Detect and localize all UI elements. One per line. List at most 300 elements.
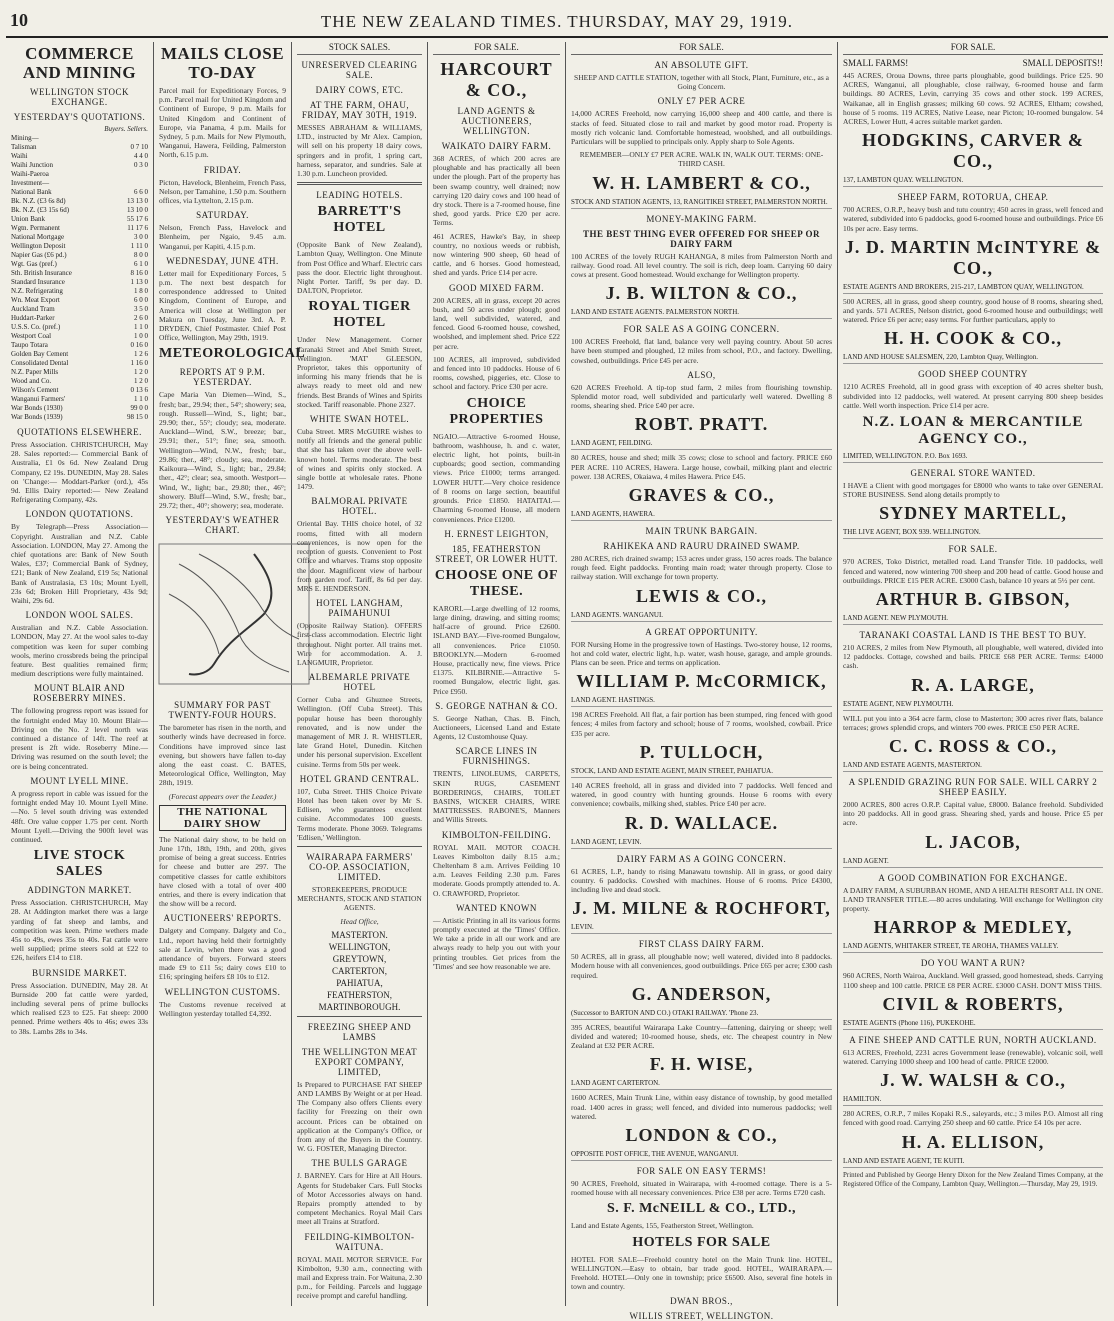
kimbolton-heading: KIMBOLTON-FEILDING. [441,829,552,840]
quotation-row [11,143,148,152]
quotation-row [11,260,148,269]
ross-text: WILL put you into a 364 acre farm, close to Masterton; 300 acres river flats, balance terraces; grows splendid crops, and winters 700 ewes. PRICE £50 PER ACRE. [843,713,1103,732]
wallace-text: 140 ACRES freehold, all in grass and divided into 7 paddocks. Well fenced and watered, in good country with hunting grounds. House 6 rooms with every convenience; cowbails, milking shed, stables. Price £40 per acre. [571,780,832,809]
newspaper-title: THE NEW ZEALAND TIMES. THURSDAY, MAY 29, 1919. [320,12,794,31]
stock-name: Wilson's Cement [11,386,59,394]
quotation-row [11,269,148,278]
small-deposits: SMALL DEPOSITS!! [1022,58,1103,68]
stock-price: 8 0 0 [134,251,148,259]
isobar-1 [179,564,289,672]
cook-sub: LAND AND HOUSE SALESMEN, 220, Lambton Quay, Wellington. [843,353,1103,364]
quotation-row [11,314,148,323]
stock-name: Standard Insurance [11,278,65,286]
remember-text: REMEMBER—ONLY £7 PER ACRE. WALK IN, WALK OUT. TERMS: ONE-THIRD CASH. [579,150,824,169]
stock-name: Auckland Tram [11,305,55,313]
saturday-heading: SATURDAY. [196,210,249,221]
harrop-sub: LAND AGENTS, WHITAKER STREET, TE AROHA, THAMES VALLEY. [843,942,1103,953]
going-concern-text: 100 ACRES Freehold, flat land, balance very well paying country. About 50 acres have been stumped and ploughed, 12 miles from school, P.O., and factory. Dwelling, cowshed, outbuildings. Price £45 per acre. [571,337,832,365]
quotations-table [11,125,148,422]
want-run-heading: DO YOU WANT A RUN? [920,958,1026,969]
stock-price: 3 5 0 [134,305,148,313]
quotation-row [11,233,148,242]
addington-text: Press Association. CHRISTCHURCH, May 28. At Addington market there was a large yarding of fat sheep and lambs, and competition was keen. Prime wethers made 45s to 49s, ewes 35s to 40s. Fat cattle were well supplied; prime steers sold at £22 to £26, heifers £14 to £18. [11,898,148,963]
stock-name: Westport Coal [11,332,52,340]
wednesday-text: Letter mail for Expeditionary Forces, 5 p.m. The next best despatch for correspondence addressed to United Kingdom, Continent of Europe, and America will close at Wellington per Makura on Tuesday, June 3rd. A. P. DRYDEN, Chief Postmaster. Chief Post Office, Wellington, May 29th, 1919. [159,268,286,343]
stock-name: Napier Gas (£6 pd.) [11,251,67,259]
wise-sub: LAND AGENT CARTERTON. [571,1079,832,1090]
bulls-garage-text: J. BARNEY. Cars for Hire at All Hours. Agents for Studebaker Cars. Full Stocks of Motor Accessories always on hand. Repairs promptly attended to by competent Mechanics. Royal Mail Cars meet all Trains at Stratford. [297,1171,422,1227]
walsh-name: J. W. WALSH & CO., [880,1070,1066,1091]
graves-text: 80 ACRES, house and shed; milk 35 cows; close to school and factory. PRICE £60 PER ACRE. 110 ACRES, Hawera. Large house, cowbail, milking plant and electric power. 138 ACRES, Okaiawa, 4 miles Hawera. Price £45. [571,453,832,481]
absolute-gift-text: 14,000 ACRES Freehold, now carrying 16,000 sheep and 400 cattle, and there is stacks of feed. Situated close to rail and market by good motor road. Property is mostly rich volcanic land. Comfortable homestead, woolshed, and all outbuildings. Particulars will be supplied to principals only. Apply sharp to Sole Agents. [571,109,832,147]
balmoral-text: Oriental Bay. THIS choice hotel, of 32 rooms, fitted with all modern conveniences, is now open for the reception of guests. Convenient to Post Office and wharves. Trams stop opposite the door. Magnificent view of harbour from garden roof. Tariff, 8s 6d per day. MRS E. HENDERSON. [297,519,422,593]
burnside-text: Press Association. DUNEDIN, May 28. At Burnside 200 fat cattle were yarded, including several pens of prime bullocks which realised £23 to £25. Fat sheep: 2000 penned. Prime wethers 40s to 46s; ewes 33s to 38s. Lambs 28s to 34s. [11,980,148,1036]
quotations-heading: YESTERDAY'S QUOTATIONS. [13,112,146,122]
quotation-row [11,152,148,161]
town-item: MARTINBOROUGH. [318,1001,401,1012]
stock-price: 99 0 0 [130,404,148,412]
only-per-acre: ONLY £7 PER ACRE [657,96,746,107]
lewis-sub: LAND AGENTS. WANGANUI. [571,611,832,622]
reports-heading: REPORTS AT 9 P.M. YESTERDAY. [179,367,266,388]
nz-loan-sub: LIMITED, WELLINGTON. P.O. Box 1693. [843,452,1103,463]
martell-name: SYDNEY MARTELL, [879,503,1067,524]
graves-sub: LAND AGENTS, HAWERA. [571,510,832,521]
dairy-cows-heading: DAIRY COWS, ETC. [315,85,404,95]
quotation-row [11,161,148,170]
customs-heading: WELLINGTON CUSTOMS. [164,986,281,997]
stock-price: 98 15 0 [127,413,148,421]
hodgkins-name: HODGKINS, CARVER & CO., [862,130,1084,172]
wise-name: F. H. WISE, [649,1054,754,1075]
combination-heading: A GOOD COMBINATION FOR EXCHANGE. [878,872,1068,883]
for-sale-header: FOR SALE. [433,42,560,55]
head-office: Head Office, [340,916,379,926]
stock-price: 1 8 0 [134,287,148,295]
wallace-name: R. D. WALLACE. [624,812,779,833]
quotation-row [11,305,148,314]
for-sale-heading-3: FOR SALE. [948,544,998,555]
stock-price: 1 2 0 [134,377,148,385]
mount-blair-heading: MOUNT BLAIR AND ROSEBERRY MINES. [33,683,126,704]
stock-name: Wood and Co. [11,377,52,385]
column-farms [838,42,1108,1306]
stock-price: 1 1 0 [134,323,148,331]
quotation-row [11,341,148,350]
quotation-row [11,332,148,341]
anderson-name: G. ANDERSON, [631,983,772,1004]
stock-name: Huddart-Parker [11,314,55,322]
quotation-row [11,179,148,188]
for-sale-header-3: FOR SALE. [843,42,1103,55]
nathan-text: S. George Nathan, Chas. B. Finch, Auctioneers, Licensed Land and Estate Agents, 12 Customhouse Quay. [433,713,560,742]
stock-name: National Bank [11,188,52,196]
dairy-going-heading: DAIRY FARM AS A GOING CONCERN. [616,853,787,864]
stock-price: 1 1 0 [134,395,148,403]
barretts-text: (Opposite Bank of New Zealand), Lambton Quay, Wellington. One Minute from Post Office and Wharf. Electric cars pass the door. Electric light throughout. Night Porter. Tariff, 9s per day. D. DALTON, Proprietor. [297,240,422,296]
quotation-row [11,386,148,395]
quotation-row [11,206,148,215]
stock-name: Investment— [11,179,50,187]
stock-exchange-heading: WELLINGTON STOCK EXCHANGE. [30,87,129,107]
wairarapa-farmers-text: STOREKEEPERS, PRODUCE MERCHANTS, STOCK AND STATION AGENTS. [297,884,422,913]
martell-sub: THE LIVE AGENT, BOX 939. WELLINGTON. [843,528,1103,539]
london-quotations-text: By Telegraph—Press Association—Copyright. Australian and N.Z. Cable Association. LONDON, May 27. Among the chief quotations are: Bank of New South Wales, £37; Commercial Bank of Sydney, £21; Bank of New Zealand, £19 5s; National Bank of Australasia, £3 10s; Mount Lyell, 23s 6d; Broken Hill Proprietary, 43s 9d; Waihi, 29s 6d. [11,522,148,606]
stock-name: War Bonds (1939) [11,413,63,421]
town-item: GREYTOWN, [332,953,387,964]
dairy-show-heading: THE NATIONAL DAIRY SHOW [159,805,286,831]
want-run-text: 960 ACRES, North Wairoa, Auckland. Well grassed, good homestead, sheds. Carrying 1100 sheep and 100 cattle. PRICE £8 PER ACRE. £3000 CASH. DON'T MISS THIS. [843,971,1103,990]
addington-heading: ADDINGTON MARKET. [27,885,132,896]
stock-name: War Bonds (1930) [11,404,63,412]
quotation-row [11,134,148,143]
small-farms-banner [843,58,1103,68]
mount-lyell-heading: MOUNT LYELL MINE. [30,775,129,786]
quotation-row [11,359,148,368]
white-swan-text: Cuba Street. MRS McGUIRE wishes to notify all friends and the general public that she has taken over the above well-known hotel. Terms moderate. The best of wines and spirits only stocked. A single bottle at wholesale rates. Phone 1479. [297,427,422,492]
quotations-elsewhere-heading: QUOTATIONS ELSEWHERE. [17,427,142,437]
mcintyre-name: J. D. MARTIN McINTYRE & CO., [844,236,1102,278]
wanted-known-heading: WANTED KNOWN [456,902,537,913]
stock-name: Sth. British Insurance [11,269,72,277]
white-swan-heading: WHITE SWAN HOTEL. [309,414,410,425]
choose-one-text: KARORI.—Large dwelling of 12 rooms, large dining, drawing, and sitting rooms; half-acre of ground. Price £2600. ISLAND BAY.—Five-roomed Bungalow, all conveniences. Price £1050. BROOKLYN.—Modern 6-roomed House, practically new, fine views. Price £1375. KILBIRNIE.—Attractive 5-roomed Bungalow, electric light, gas. Price £950. [433,603,560,696]
main-trunk-text: 280 ACRES, rich drained swamp; 153 acres under grass, 150 acres roads. The balance rough feed. Eight paddocks. Fronting main road; water through property. Close to railway station. Will exchange for town property. [571,554,832,582]
stock-price: 1 2 6 [134,350,148,358]
stock-name: Union Bank [11,215,46,223]
clearing-sale-text: MESSES ABRAHAM & WILLIAMS, LTD., instructed by Mr Alex. Campion, will sell on his property 18 dairy cows, springers and in profit, 1 spring cart, harness, separator, and sundries. Sale at 1.30 p.m. Luncheon provided. [297,123,422,179]
absolute-gift-sub: SHEEP AND CATTLE STATION, together with all Stock, Plant, Furniture, etc., as a Going Concern. [574,73,829,92]
lewis-name: LEWIS & CO., [635,585,768,606]
wednesday-heading: WEDNESDAY, JUNE 4TH. [166,255,279,266]
wise-text: 395 ACRES, beautiful Wairarapa Lake Country—fattening, dairying or sheep; well divided and watered; 10-roomed house, sheds, etc. The cheapest country in New Zealand at £32 PER ACRE. [571,1022,832,1051]
stock-price: 0 13 6 [130,386,148,394]
stock-name: Talisman [11,143,37,151]
mccormick-name: WILLIAM P. McCORMICK, [576,671,827,692]
mount-blair-text: The following progress report was issued for the fortnight ended May 10. Mount Blair—Driving on the No. 2 level north was continued a distance of 14ft. The reef at present is 2ft wide. Roseberry Mine.—Driving was resumed on the south level; the ore is being concentrated. [11,706,148,771]
quotation-row [11,278,148,287]
harcourt-name: HARCOURT & CO., [440,59,553,100]
leighton-name: H. ERNEST LEIGHTON, [444,528,549,539]
feilding-kimbolton-heading: FEILDING-KIMBOLTON-WAITUNA. [304,1231,415,1252]
taranaki-text: 210 ACRES, 2 miles from New Plymouth, all ploughable, well watered, divided into 12 paddocks. Cottage, cowshed and bails. PRICE £68 PER ACRE. Terms: £4000 cash. [843,643,1103,671]
also-text: 620 ACRES Freehold. A tip-top stud farm, 2 miles from flourishing township. Splendid motor road, well subdivided and particularly well watered. Dwelling 8 rooms, shearing shed. Price £40 per acre. [571,382,832,411]
friday-heading: FRIDAY. [203,164,242,175]
grazing-run-heading: A SPLENDID GRAZING RUN FOR SALE. WILL CARRY 2 SHEEP EASILY. [848,777,1098,798]
stock-name: National Mortgage [11,233,65,241]
grazing-run-text: 2000 ACRES, 800 acres O.R.P. Capital value, £8000. Balance freehold. Subdivided into 20 paddocks. All in good grass. Shearing shed, yards and house. Price £5 per acre. [843,800,1103,828]
mcneill-name: S. F. McNEILL & CO., LTD., [607,1201,796,1217]
main-trunk-heading: MAIN TRUNK BARGAIN. [645,526,758,537]
leading-hotels-heading: LEADING HOTELS. [316,190,403,201]
quotation-row [11,251,148,260]
stock-price: 3 0 0 [134,233,148,241]
dwan-sub: WILLIS STREET, WELLINGTON. [629,1311,774,1321]
ross-sub: LAND AND ESTATE AGENTS, MASTERTON. [843,761,1103,772]
stock-name: Wellington Deposit [11,242,66,250]
stock-name: N.Z. Refrigerating [11,287,63,295]
hotels-heading: HOTELS FOR SALE [632,1234,771,1250]
waikato-text: 368 ACRES, of which 200 acres are ploughable and has practically all been under the plough. Part of the property has been swamp country, well drained; now carrying 120 dairy cows and 100 head of dry stock. There is a 7-roomed house, fine shed, good yards. Price £20 per acre. Terms. [433,154,560,228]
stock-price: 13 13 0 [127,197,148,205]
best-thing-heading: THE BEST THING EVER OFFERED FOR SHEEP OR DAIRY FARM [583,228,820,249]
first-class-text: 50 ACRES, all in grass, all ploughable now; well watered, divided into 8 paddocks. Modern house with all conveniences, good outbuildings. Price £65 per acre; £300 cash required. [571,952,832,980]
dairy-show-text: The National dairy show, to be held on June 17th, 18th, 19th, and 20th, gives promise of being a great success. Entries for cheese and butter are 297. The competitive classes for cattle exhibitors have closed with a total of over 400 entries, and there is every indication that the show will be a record. [159,834,286,909]
column-harcourt [428,42,566,1306]
stock-price: 0 3 0 [134,161,148,169]
north-auckland-heading: A FINE SHEEP AND CATTLE RUN, NORTH AUCKLAND. [849,1034,1097,1045]
quotation-rows [11,134,148,422]
cook-text: 500 ACRES, all in grass, good sheep country, good house of 8 rooms, shearing shed, and yards. 571 ACRES, Nelson district, good 6-roomed house and outbuildings; well watered. Price £6 per acre; easy terms. For further particulars, apply to [843,296,1103,325]
kimbolton-text: ROYAL MAIL MOTOR COACH. Leaves Kimbolton daily 8.15 a.m.; Cheltenham 8 a.m. Arrives Feilding 10 a.m. Leaves Feilding 2.30 p.m. Fares moderate. Goods promptly attended to. A. O. CRAWFORD, Proprietor. [433,842,560,898]
columns [6,42,1108,1321]
town-item: CARTERTON, [331,965,387,976]
gibson-text: 970 ACRES, Toko District, metalled road. Land Transfer Title. 10 paddocks, well fenced and watered, now wintering 700 sheep and 200 head of cattle. Good house and outbuildings. PRICE £15 PER ACRE. £3000 Cash, balance 10 years at 5½ per cent. [843,557,1103,585]
auctioneers-heading: AUCTIONEERS' REPORTS. [163,913,282,924]
stock-price: 6 1 0 [134,260,148,268]
summary-heading: SUMMARY FOR PAST TWENTY-FOUR HOURS. [168,700,277,721]
cook-name: H. H. COOK & CO., [884,328,1062,349]
also-heading: ALSO, [687,369,716,380]
stock-price: 1 2 0 [134,368,148,376]
quotation-row [11,242,148,251]
choose-one-heading: CHOOSE ONE OF THESE. [434,567,559,599]
taranaki-heading: TARANAKI COASTAL LAND IS THE BEST TO BUY. [859,630,1087,641]
ellison-name: H. A. ELLISON, [901,1131,1045,1152]
gibson-sub: LAND AGENT. NEW PLYMOUTH. [843,614,1103,625]
langham-heading: HOTEL LANGHAM, PAIMAHUNUI [316,598,403,619]
town-item: WELLINGTON, [328,941,391,952]
ellison-text: 280 ACRES, O.R.P., 7 miles Kopaki R.S., saleyards, etc.; 3 miles P.O. Almost all ring fenced with good road. Carrying 250 sheep and 60 cattle. Price £4 10s per acre. [843,1109,1103,1128]
barretts-hotel: BARRETT'S HOTEL [317,204,402,236]
nz-loan-name: N.Z. LOAN & MERCANTILE AGENCY CO., [862,414,1084,448]
pratt-sub: LAND AGENT, FEILDING. [571,439,832,450]
ross-name: C. C. ROSS & CO., [888,736,1057,757]
stock-name: U.S.S. Co. (pref.) [11,323,61,331]
stock-price: 0 7 10 [130,143,148,151]
mccormick-sub: LAND AGENT. HASTINGS. [571,696,832,707]
mcneill-sub: Land and Estate Agents, 155, Featherston Street, Wellington. [571,1221,754,1231]
quotation-row [11,368,148,377]
quotation-row [11,224,148,233]
bulls-garage-heading: THE BULLS GARAGE [311,1158,408,1169]
harrop-name: HARROP & MEDLEY, [873,917,1073,938]
freezing-heading: FREEZING SHEEP AND LAMBS [307,1021,412,1042]
money-making-text: 100 ACRES of the lovely RUGH KAHANGA, 8 miles from Palmerston North and railway. Good road. All level country. The soil is rich, deep loam. Carrying 60 dairy cows at present. Good homestead. Would exchange for Wellington property. [571,251,832,280]
stock-price: 8 16 0 [130,269,148,277]
live-stock-heading: LIVE STOCK SALES [33,848,126,880]
mixed-farm-text-2: 100 ACRES, all improved, subdivided and fenced into 10 paddocks. House of 6 rooms, cowshed, piggeries, etc. Close to school and factory. Price £30 per acre. [433,354,560,392]
column-stock-hotels [292,42,428,1306]
lambert-name: W. H. LAMBERT & CO., [592,172,811,193]
milne-sub: LEVIN. [571,923,832,934]
pratt-name: ROBT. PRATT. [634,414,769,435]
first-class-heading: FIRST CLASS DAIRY FARM. [638,939,765,950]
quotation-row [11,323,148,332]
small-farms: SMALL FARMS! [843,58,909,68]
wilton-name: J. B. WILTON & CO., [605,283,798,304]
meat-export-heading: THE WELLINGTON MEAT EXPORT COMPANY, LIMITED, [301,1046,418,1077]
stock-name: Consolidated Dental [11,359,69,367]
town-list [297,930,422,1012]
summary-text: The barometer has risen in the north, and southerly winds have decreased in force. Conditions have improved since last evening, but showers have fallen to-day along the east coast. C. BATES, Meteorological Office, Wellington, May 28th, 1919. [159,723,286,788]
friday-text: Picton, Havelock, Blenheim, French Pass, Nelson, per Tamahine, 1.50 p.m. Southern offices, via Lyttelton, 2.15 p.m. [159,177,286,206]
column-commerce [6,42,154,1306]
good-sheep-heading: GOOD SHEEP COUNTRY [918,369,1028,380]
mails-text: Parcel mail for Expeditionary Forces, 9 p.m. Parcel mail for United Kingdom and Continent of Europe, 9 p.m. Mails for United Kingdom and Continent of Europe, via Panama, 4 p.m. Mails for Sydney, 5 p.m. Mails for New Plymouth, Wanganui, Hawera, Feilding, Palmerston North, 6.15 p.m. [159,86,286,160]
absolute-gift: AN ABSOLUTE GIFT. [654,60,749,70]
main-trunk-sub: RAHIKEKA AND RAURU DRAINED SWAMP. [603,541,800,552]
gibson-name: ARTHUR B. GIBSON, [875,589,1071,610]
grand-central-text: 107, Cuba Street. THIS Choice Private Hotel has been taken over by Mr S. Edlisen, who guarantees excellent cuisine. Accommodates 100 guests. Terms moderate. Phone 3069. Telegrams 'Edlisen,' Wellington. [297,786,422,842]
jacob-name: L. JACOB, [925,831,1021,852]
london-text: 1600 ACRES, Main Trunk Line, within easy distance of township, by good metalled road. 1400 acres in grass; well fenced, and divided into numerous paddocks; well watered. [571,1093,832,1121]
graves-name: GRAVES & CO., [628,485,775,506]
quotation-row [11,404,148,413]
money-making-heading: MONEY-MAKING FARM. [646,213,757,224]
burnside-heading: BURNSIDE MARKET. [32,967,127,978]
choice-properties-heading: CHOICE PROPERTIES [449,395,544,427]
imprint: Printed and Published by George Henry Dixon for the New Zealand Times Company, at the Registered Office of the Company, Lambton Quay, Wellington.—Thursday, May 29, 1919. [843,1170,1103,1188]
wilton-sub: LAND AND ESTATE AGENTS. PALMERSTON NORTH. [571,308,832,319]
table-header: Buyers. Sellers. [104,125,148,133]
mount-lyell-text: A progress report in cable was issued for the fortnight ended May 10. Mount Lyell Mine.—No. 5 level south driving was extended 48ft. Ore value copper 1.75 per cent. North Mount Lyell.—Driving the 900ft level was continued. [11,788,148,844]
stock-name: Wgtn. Permanent [11,224,60,232]
lambert-sub: STOCK AND STATION AGENTS, 13, RANGITIKEI STREET, PALMERSTON NORTH. [571,198,832,209]
stock-price: 1 0 0 [134,332,148,340]
quotation-row [11,197,148,206]
town-item: PAHIATUA, [336,977,383,988]
meteorological-heading: METEOROLOGICAL [159,346,306,362]
stock-price: 1 13 0 [130,278,148,286]
forecast-note: (Forecast appears over the Leader.) [168,791,277,801]
langham-text: (Opposite Railway Station). OFFERS first-class accommodation. Electric light throughout. Night porter. All trains met. Wire for accommodation. A. J. LANGMUIR, Proprietor. [297,621,422,667]
stock-price: 6 0 0 [134,296,148,304]
easy-terms-heading: FOR SALE ON EASY TERMS! [636,1165,767,1176]
civil-roberts-name: CIVIL & ROBERTS, [882,993,1064,1014]
stock-price: 4 4 0 [134,152,148,160]
walsh-sub: HAMILTON. [843,1095,1103,1106]
quotation-row [11,215,148,224]
stock-name: Mining— [11,134,39,142]
hotels-text: HOTEL FOR SALE—Freehold country hotel on the Main Trunk line. HOTEL, WELLINGTON.—Easy to obtain, bar trade good. HOTEL, WAIRARAPA.—Freehold. HOTEL—Only one in township; price £6500. Also, several fine hotels in town and country. [571,1254,832,1292]
quotation-row [11,413,148,422]
waikato-text-2: 461 ACRES, Hawke's Bay, in sheep country, no noxious weeds or rubbish, now wintering 900 sheep, 60 head of cattle, and 6 horses. Good homestead, shed and yards. Price £14 per acre. [433,231,560,278]
stock-price: 1 11 0 [130,242,148,250]
tulloch-name: P. TULLOCH, [639,741,764,762]
stock-price: 11 17 6 [127,224,148,232]
stock-sales-header: STOCK SALES. [297,42,422,55]
london-wool-text: Australian and N.Z. Cable Association. LONDON, May 27. At the wool sales to-day competition was keen for super combing wools, merino crossbreds being the principal feature. Best qualities remained firm; medium descriptions were fully maintained. [11,623,148,679]
quotation-row [11,188,148,197]
stock-name: Wgt. Gas (pref.) [11,260,57,268]
feilding-kimbolton-text: ROYAL MAIL MOTOR SERVICE. For Kimbolton, 9.30 a.m., connecting with mail and Express train. For Waituna, 2.30 p.m., for Feilding. Parcels and luggage receive prompt and careful handling. [297,1254,422,1301]
wallace-sub: LAND AGENT, LEVIN. [571,838,832,849]
wanted-known-text: — Artistic Printing in all its various forms promptly executed at the 'Times' Office. We take a pride in all our work and are always ready to help you out with your printing troubles. Get prices from the 'Times' and see how reasonable we are. [433,915,560,971]
london-sub: OPPOSITE POST OFFICE, THE AVENUE, WANGANUI. [571,1150,832,1161]
furnishings-heading: SCARCE LINES IN FURNISHINGS. [455,746,538,767]
ellison-sub: LAND AND ESTATE AGENT, TE KUITI. [843,1157,1103,1168]
anderson-sub: (Successor to BARTON AND CO.) OTAKI RAILWAY. 'Phone 23. [571,1009,832,1020]
stock-price: 1 16 0 [130,359,148,367]
isobar-2 [169,594,219,654]
rotorua-text: 700 ACRES, O.R.P., heavy bush and tutu country; 450 acres in grass, well fenced and watered, subdivided into 6 paddocks, good 6-roomed house and outbuildings. Price £6 10s per acre. Easy terms. [843,205,1103,233]
nathan-name: S. GEORGE NATHAN & CO. [435,700,558,711]
page-number: 10 [10,10,28,30]
farm-date: AT THE FARM, OHAU, FRIDAY, MAY 30TH, 1919. [301,100,418,120]
london-quotations-heading: LONDON QUOTATIONS. [25,509,134,520]
rotorua-heading: SHEEP FARM, ROTORUA, CHEAP. [897,192,1049,203]
stock-name: Bk. N.Z. (£3 6s 8d) [11,197,66,205]
weather-chart [159,544,309,684]
waikato-heading: WAIKATO DAIRY FARM. [441,141,552,151]
quotation-row [11,170,148,179]
stock-name: Bk. N.Z. (£3 15s 6d) [11,206,70,214]
small-farms-text: 445 ACRES, Oroua Downs, three parts ploughable, good buildings. Price £25. 90 ACRES, Wanganui, all ploughable, close railway, 6-roomed house and farm buildings. 80 ACRES, Levin, carrying 35 cows and other stock. 199 ACRES, Waikanae, all in English grasses; milking 60 cows. 92 ACRES, Eltham; cowshed, house of 5 rooms. 119 ACRES, Native Lease, near Picton; 10-roomed bungalow. 54 ACRES, Lower Hutt, 4 acres suitable market garden. [843,71,1103,127]
stock-name: N.Z. Paper Mills [11,368,59,376]
stock-name: Wanganui Farmers' [11,395,66,403]
great-opportunity-heading: A GREAT OPPORTUNITY. [645,626,758,637]
wairarapa-farmers-heading: WAIRARAPA FARMERS' CO-OP. ASSOCIATION, LIMITED. [306,851,413,882]
harcourt-sub: LAND AGENTS & AUCTIONEERS, WELLINGTON. [457,106,536,136]
stock-name: Taupo Totara [11,341,48,349]
leighton-address: 185, FEATHERSTON STREET, OR LOWER HUTT. [435,543,558,564]
mixed-farm-heading: GOOD MIXED FARM. [448,282,545,293]
masthead [6,8,1108,38]
choice-properties-text: NGAIO.—Attractive 6-roomed House, bathroom, washhouse, h. and c. water, electric light, hot points, built-in cupboards; good section, commanding views. Price £1000; terms arranged. LOWER HUTT.—Very choice residence of 8 rooms on large section, beautiful grounds. Price £1850. HATAITAI.—Charming 6-roomed House, all modern conveniences. Price £1200. [433,431,560,524]
reports-text: Cape Maria Van Diemen—Wind, S., fresh; bar., 29.94; ther., 54°; showery; sea, rough. Russell—Wind, S., light; bar., 29.90; ther., 55°; cloudy; sea, moderate. Auckland—Wind, S.W., breeze; bar., 29.91; ther., 51°; fine; sea, smooth. Wellington—Wind, N.W., fresh; bar., 29.86; ther., 48°; cloudy; sea, moderate. Kaikoura—Wind, S., light; bar., 29.84; ther., 42°; clear; sea, smooth. Westport—Wind, W., light; bar., 29.80; ther., 46°; showery. Bluff—Wind, S.W., fresh; bar., 29.72; ther., 40°; showery; sea, moderate. [159,390,286,510]
store-wanted-heading: GENERAL STORE WANTED. [910,468,1036,479]
milne-name: J. M. MILNE & ROCHFORT, [572,898,831,919]
stock-price: 2 6 0 [134,314,148,322]
town-item: MASTERTON. [331,929,388,940]
stock-price: 0 16 0 [130,341,148,349]
tulloch-sub: STOCK, LAND AND ESTATE AGENT, MAIN STREET, PAHIATUA. [571,767,832,778]
easy-terms-text: 90 ACRES, Freehold, situated in Wairarapa, with 4-roomed cottage. There is a 5-roomed house with all necessary conveniences. Price £38 per acre. Terms £720 cash. [571,1178,832,1198]
weather-chart-heading: YESTERDAY'S WEATHER CHART. [165,515,280,536]
north-auckland-text: 613 ACRES, Freehold, 2231 acres Government lease (renewable), volcanic soil, well watered. Carrying 1000 sheep and 100 head of cattle. PRICE £2000. [843,1047,1103,1066]
jacob-sub: LAND AGENT. [843,857,1103,868]
albemarle-heading: ALBEMARLE PRIVATE HOTEL [308,672,411,693]
royal-tiger-text: Under New Management. Corner Taranaki Street and Abel Smith Street, Wellington. 'MAT' GLEESON, Proprietor, takes this opportunity of informing his many friends that he is always ready to meet old and new friends. Best Brands of Wines and Spirits stocked. Tariff reasonable. Phone 2327. [297,335,422,409]
going-concern-heading: FOR SALE AS A GOING CONCERN. [623,324,780,335]
town-item: FEATHERSTON, [326,989,393,1000]
mixed-farm-text: 200 ACRES, all in grass, except 20 acres bush, and 50 acres under plough; good land, well subdivided, watered, and fenced. Good 6-roomed house, cowshed, woolshed, and implement shed. Price £22 per acre. [433,295,560,351]
civil-roberts-sub: ESTATE AGENTS (Phone 116), PUKEKOHE. [843,1019,1103,1030]
balmoral-heading: BALMORAL PRIVATE HOTEL. [311,496,408,517]
good-sheep-text: 1210 ACRES Freehold, all in good grass with exception of 40 acres shelter bush, subdivided into 12 paddocks, well watered. At present carrying 800 sheep besides cattle. Well worth inspection. Price £14 per acre. [843,382,1103,410]
stock-name: Waihi Junction [11,161,54,169]
quotation-row [11,287,148,296]
customs-text: The Customs revenue received at Wellington yesterday totalled £4,392. [159,999,286,1018]
london-name: LONDON & CO., [625,1124,778,1145]
column-mails [154,42,306,1306]
hodgkins-sub: 137, LAMBTON QUAY. WELLINGTON. [843,176,1103,187]
stock-name: Golden Bay Cement [11,350,69,358]
quotation-row [11,296,148,305]
dwan-name: DWAN BROS., [670,1296,733,1307]
stock-price: 13 10 0 [127,206,148,214]
for-sale-header-2: FOR SALE. [571,42,832,55]
column-land-agents [566,42,838,1321]
grand-central-heading: HOTEL GRAND CENTRAL. [299,773,420,784]
stock-price: 6 6 0 [134,188,148,196]
stock-name: Wn. Meat Export [11,296,60,304]
clearing-sale-heading: UNRESERVED CLEARING SALE. [301,60,418,80]
store-wanted-text: I HAVE a Client with good mortgages for £8000 who wants to take over GENERAL STORE BUSINESS. Send along details promptly to [843,481,1103,500]
large-sub: ESTATE AGENT, NEW PLYMOUTH. [843,700,1103,711]
stock-price: 55 17 6 [127,215,148,223]
